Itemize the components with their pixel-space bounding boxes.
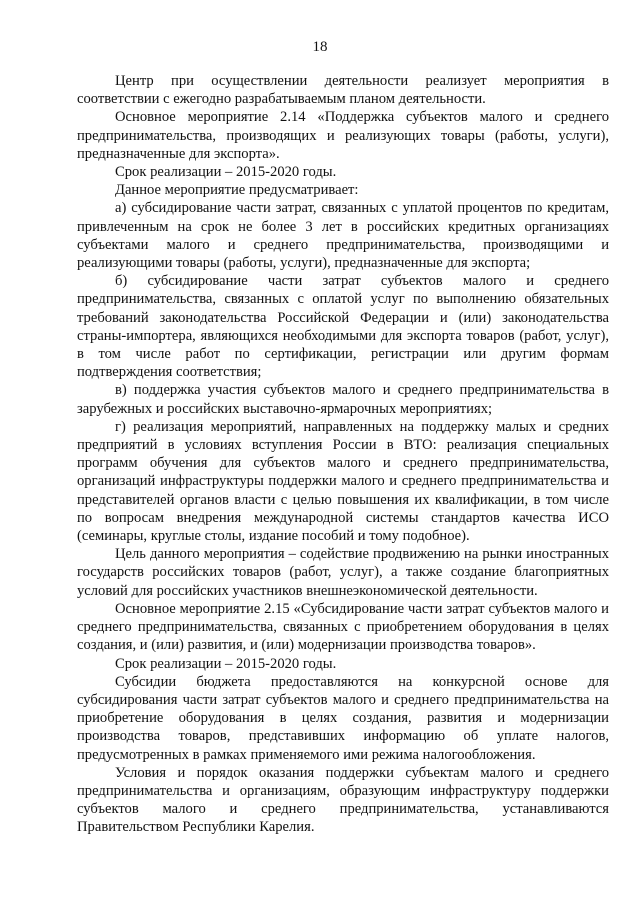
paragraph-measure-2-14-title: Основное мероприятие 2.14 «Поддержка субъектов малого и среднего предпринимательства, производящих и реализующих товары (работы, услуги), предназначенные для экспорта».	[77, 109, 609, 162]
paragraph-center-activities: Центр при осуществлении деятельности реализует мероприятия в соответствии с ежегодно разрабатываемым планом деятельности.	[77, 73, 609, 108]
paragraph-item-g: г) реализация мероприятий, направленных на поддержку малых и средних предприятий в условиях вступления России в ВТО: реализация специальных программ обучения для субъектов малого и среднего предпринимательства, организаций инфраструктуры поддержки малого и среднего предпринимательства и представителей органов власти с целью повышения их квалификации, в том числе по вопросам внедрения международной системы стандартов качества ИСО (семинары, круглые столы, издание пособий и тому подобное).	[77, 418, 609, 545]
document-body	[77, 72, 609, 837]
paragraph-subsidies: Субсидии бюджета предоставляются на конкурсной основе для субсидирования части затрат субъектов малого и среднего предпринимательства на приобретение оборудования в целях создания, развития и модернизации производства товаров, представивших информацию об уплате налогов, предусмотренных в рамках применяемого ими режима налогообложения.	[77, 673, 609, 763]
paragraph-support-conditions: Условия и порядок оказания поддержки субъектам малого и среднего предпринимательства и организациям, образующим инфраструктуру поддержки субъектов малого и среднего предпринимательства, устанавливаются Правительством Республики Карелия.	[77, 764, 609, 836]
paragraph-measure-2-14-period: Срок реализации – 2015-2020 годы.	[115, 164, 337, 181]
paragraph-item-b: б) субсидирование части затрат субъектов малого и среднего предпринимательства, связанных с оплатой услуг по выполнению обязательных требований законодательства Российской Федерации и (или) законодательства страны-импортера, являющихся необходимыми для экспорта товаров (работ, услуг), в том числе работ по сертификации, регистрации или другим формам подтверждения соответствия;	[77, 273, 609, 381]
paragraph-item-v: в) поддержка участия субъектов малого и среднего предпринимательства в зарубежных и российских выставочно-ярмарочных мероприятиях;	[77, 382, 609, 417]
paragraph-measure-provides: Данное мероприятие предусматривает:	[115, 182, 359, 199]
paragraph-measure-goal: Цель данного мероприятия – содействие продвижению на рынки иностранных государств российских товаров (работ, услуг), а также создание благоприятных условий для российских участников внешнеэкономической деятельности.	[77, 546, 609, 599]
paragraph-item-a: а) субсидирование части затрат, связанных с уплатой процентов по кредитам, привлеченным на срок не более 3 лет в российских кредитных организациях субъектами малого и среднего предпринимательства, производящими и реализующими товары (работы, услуги), предназначенные для экспорта;	[77, 200, 609, 272]
paragraph-measure-2-15-period: Срок реализации – 2015-2020 годы.	[115, 655, 337, 672]
page-number: 18	[312, 39, 328, 55]
paragraph-measure-2-15-title: Основное мероприятие 2.15 «Субсидирование части затрат субъектов малого и среднего предпринимательства, связанных с приобретением оборудования в целях создания, и (или) развития, и (или) модернизации производства товаров».	[77, 600, 609, 654]
